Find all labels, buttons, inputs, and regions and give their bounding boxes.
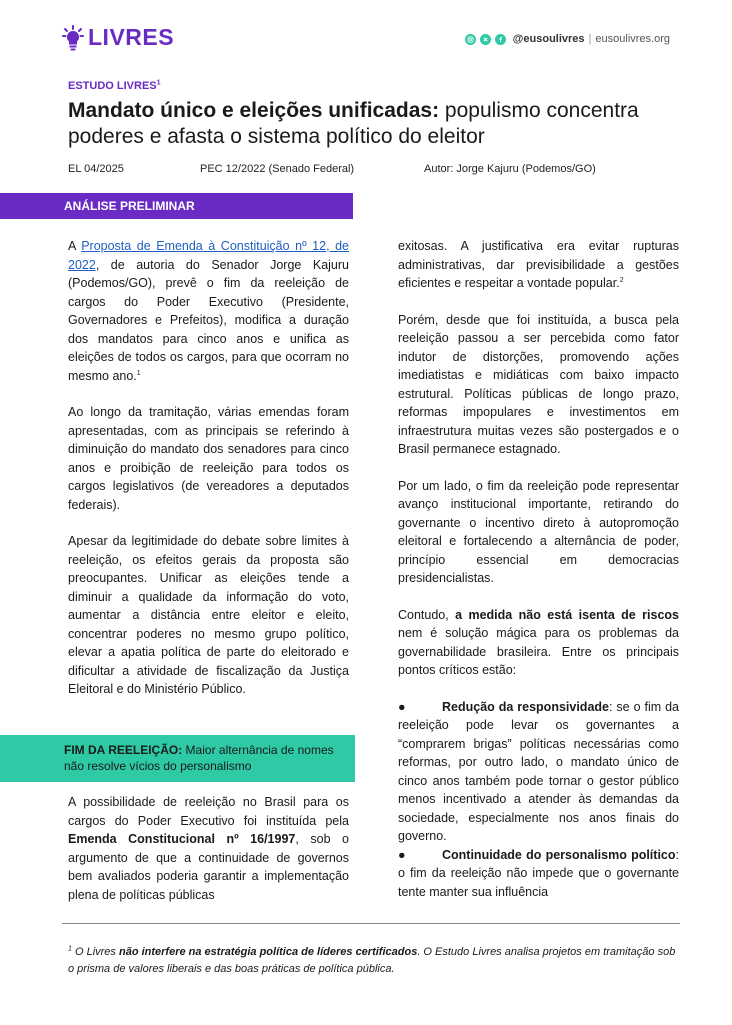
right-column [398, 237, 679, 901]
paragraph: Apesar da legitimidade do debate sobre limites à reeleição, os efeitos gerais da proposta são preocupantes. Unificar as eleições tende a diminuir a qualidade da informação do voto, aumentar a distância entre eleitor e eleito, concentrar poderes no mesmo grupo político, elevar a apatia política de parte do eleitorado e dificultar a atividade de fiscalização da Justiça Eleitoral e do Ministério Público. [68, 534, 349, 696]
footnote-ref[interactable]: 1 [136, 369, 141, 377]
separator: | [588, 33, 592, 45]
study-kicker: ESTUDO LIVRES$^1$ [68, 79, 161, 92]
paragraph: A Proposta de Emenda à Constituição nº 12, de 2022, de autoria do Senador Jorge Kajuru (Podemos/GO), prevê o fim da reeleição de cargos do Poder Executivo (Presidente, Governadores e Prefeitos), modifica a duração dos mandatos para cinco anos e unifica as eleições de todos os cargos, para que ocorram no mesmo ano.$^1$ [68, 239, 349, 383]
section-heading: ANÁLISE PRELIMINAR [64, 199, 195, 213]
title-bold: Mandato único e eleições unificadas: [68, 99, 440, 122]
section-banner-reelection [0, 735, 355, 782]
footnote-divider [62, 923, 680, 924]
instagram-icon[interactable] [465, 34, 476, 45]
left-column-bottom [68, 793, 349, 904]
page-title [68, 98, 678, 150]
paragraph: Ao longo da tramitação, várias emendas foram apresentadas, com as principais se referindo à diminuição do mandato dos senadores para cinco anos e proibição de reeleição para todos os cargos legislativos (de vereadores a deputados federais). [68, 405, 349, 512]
lightbulb-icon [62, 25, 84, 51]
paragraph: A possibilidade de reeleição no Brasil para os cargos do Poder Executivo foi instituída pela Emenda Constitucional nº 16/1997, sob o argumento de que a continuidade de governos bem avaliados poderia garantir a implementação plena de políticas públicas [68, 795, 349, 902]
pec-link[interactable]: Proposta de Emenda à Constituição nº 12, de 2022 [68, 239, 349, 272]
meta-code: EL 04/2025 [68, 163, 124, 175]
section-heading: FIM DA REELEIÇÃO: Maior alternância de nomes não resolve vícios do personalismo [64, 743, 334, 773]
footnote-ref[interactable]: 2 [619, 276, 624, 284]
bullet-item: ● Redução da responsividade: se o fim da reeleição pode levar os governantes a “comprarem brigas” políticas necessárias como reformas, por outro lado, o mandato único de cinco anos também pode tornar o gestor público menos incentivado a atender às demandas da sociedade, especialmente nos anos finais do governo. [398, 699, 679, 843]
facebook-icon[interactable] [495, 34, 506, 45]
section-banner-analysis [0, 193, 353, 219]
meta-pec: PEC 12/2022 (Senado Federal) [200, 163, 355, 175]
logo-text: LIVRES [88, 24, 175, 50]
bullet-icon: ● [398, 847, 406, 862]
bullet-icon: ● [398, 699, 406, 714]
paragraph: Contudo, a medida não está isenta de riscos nem é solução mágica para os problemas da governabilidade brasileira. Entre os principais pontos críticos estão: [398, 607, 679, 677]
meta-author: Autor: Jorge Kajuru (Podemos/GO) [424, 163, 596, 175]
x-icon[interactable] [480, 34, 491, 45]
bullet-item: ● Continuidade do personalismo político: o fim da reeleição não impede que o governante tente manter sua influência [398, 847, 679, 899]
website-link[interactable]: eusoulivres.org [595, 33, 670, 45]
paragraph: Por um lado, o fim da reeleição pode representar avanço institucional importante, retirando do governante o incentivo direto à autopromoção eleitoral e fortalecendo a alternância de poder, princípio essencial em democracias presidencialistas. [398, 478, 679, 585]
paragraph: Porém, desde que foi instituída, a busca pela reeleição passou a ser percebida como fator indutor de distorções, promovendo ações imediatistas e midiáticas com baixo impacto estrutural. Políticas públicas de longo prazo, reformas impopulares e investimentos em infraestrutura muitas vezes são postergados e o Brasil permanece estagnado. [398, 312, 679, 456]
social-handle[interactable]: @eusoulivres [512, 33, 585, 45]
title-rest: populismo concentra poderes e afasta o sistema político do eleitor [68, 99, 639, 148]
footnote-ref[interactable]: 1 [156, 79, 161, 87]
paragraph: exitosas. A justificativa era evitar rupturas administrativas, dar previsibilidade a gestões eficientes e respeitar a vontade popular.$^2$ [398, 239, 679, 290]
social-links [465, 33, 670, 45]
footnote: $^1$ O Livres não interfere na estratégia política de líderes certificados. O Estudo Livres analisa projetos em tramitação sob o prisma de valores liberais e das boas práticas de política pública. [68, 945, 676, 975]
left-column-top [68, 237, 349, 699]
brand-logo [62, 24, 174, 51]
